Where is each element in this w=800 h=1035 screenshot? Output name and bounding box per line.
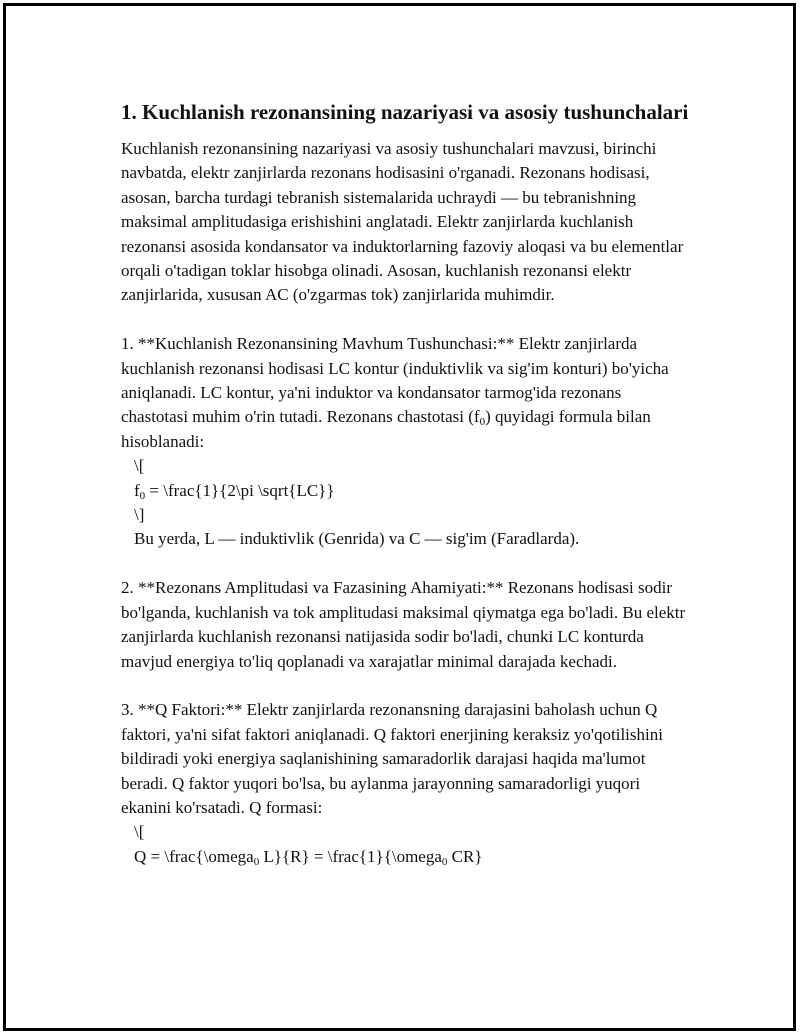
document-body [121,98,691,869]
section-title: 1. Kuchlanish rezonansining nazariyasi va asosiy tushunchalari [121,100,689,124]
page-frame [3,3,796,1031]
item-1-text: 1. **Kuchlanish Rezonansining Mavhum Tushunchasi:** Elektr zanjirlarda kuchlanish rezonansi hodisasi LC kontur (induktivlik va sig'im konturi) bo'yicha aniqlanadi. LC kontur, ya'ni induktor va kondansator tarmog'ida rezonans chastotasi muhim o'rin tutadi. Rezonans chastotasi (f [121,334,669,427]
subscript: 0 [479,416,486,429]
formula-part: CR} [447,846,483,866]
item-3-paragraph: 3. **Q Faktori:** Elektr zanjirlarda rezonansning darajasini baholash uchun Q faktori, ya'ni sifat faktori aniqlanadi. Q faktori enerjining keraksiz yo'qotilishini bildiradi yoki energiya saqlanishining samaradorlik darajasi haqida ma'lumot beradi. Q faktor yuqori bo'lsa, bu aylanma jarayonning samaradorligi yuqori ekanini ko'rsatadi. Q formasi: [121,700,663,817]
math-open-delimiter: \[ [134,822,145,842]
paragraph-gap [121,308,691,332]
formula-part: Q = \frac{\omega [134,846,254,866]
item-1-text-end: ) quyidagi formula bilan hisoblanadi: [121,407,651,451]
math-open-delimiter: \[ [134,456,145,476]
subscript: 0 [139,489,146,502]
subscript: 0 [441,855,448,868]
paragraph-gap [121,552,691,576]
item-1-paragraph [121,332,691,454]
formula-expression: = \frac{1}{2\pi \sqrt{LC}} [145,480,335,500]
resonance-frequency-formula [121,479,691,503]
q-factor-formula [121,845,691,869]
item-2-paragraph: 2. **Rezonans Amplitudasi va Fazasining Ahamiyati:** Rezonans hodisasi sodir bo'lganda, kuchlanish va tok amplitudasi maksimal qiymatga ega bo'ladi. Bu elektr zanjirlarda kuchlanish rezonansi natijasida sodir bo'ladi, chunki LC konturda mavjud energiya to'liq qoplanadi va xarajatlar minimal darajada kechadi. [121,578,686,671]
math-close-delimiter: \] [134,505,145,525]
subscript: 0 [253,855,260,868]
formula-part: L}{R} = \frac{1}{\omega [259,846,442,866]
intro-paragraph: Kuchlanish rezonansining nazariyasi va asosiy tushunchalari mavzusi, birinchi navbatda, elektr zanjirlarda rezonans hodisasini o'rganadi. Rezonans hodisasi, asosan, barcha turdagi tebranish sistemalarida uchraydi — bu tebranishning maksimal amplitudasiga erishishini anglatadi. Elektr zanjirlarda kuchlanish rezonansi asosida kondansator va induktorlarning fazoviy aloqasi va bu elementlar orqali o'tadigan toklar hisobga olinadi. Asosan, kuchlanish rezonansi elektr zanjirlarida, xususan AC (o'zgarmas tok) zanjirlarida muhimdir. [121,139,684,305]
formula-var: f [134,480,140,500]
item-1-note: Bu yerda, L — induktivlik (Genrida) va C — sig'im (Faradlarda). [134,529,580,549]
paragraph-gap [121,674,691,698]
